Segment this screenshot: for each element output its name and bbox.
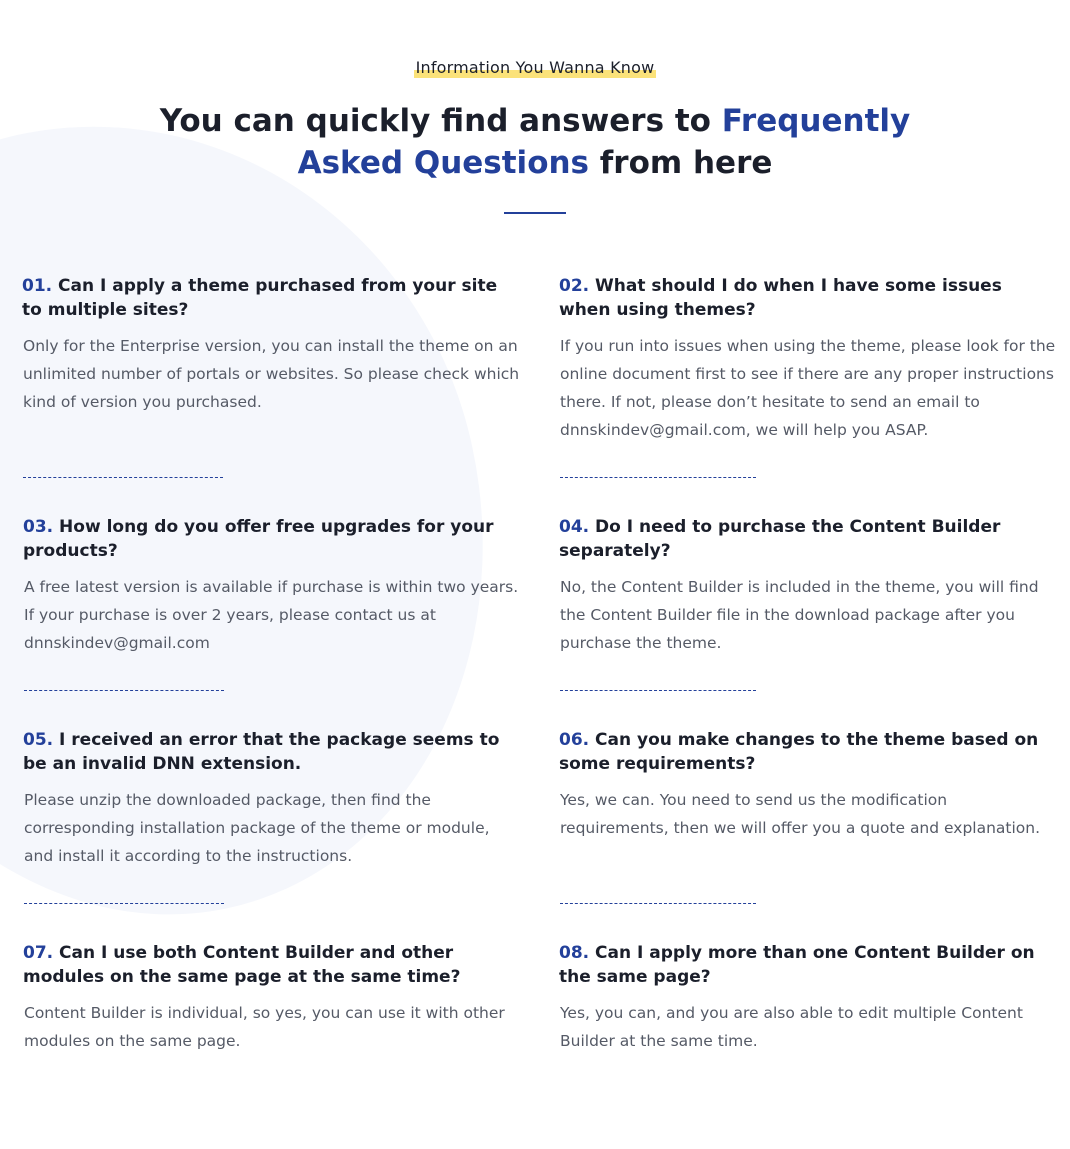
- faq-separator: [24, 903, 224, 904]
- faq-question: [22, 274, 522, 322]
- faq-separator: [560, 903, 756, 904]
- title-divider: [504, 212, 566, 214]
- faq-question-text: Can I apply more than one Content Builder on the same page?: [559, 943, 1035, 987]
- faq-header: [0, 0, 1070, 214]
- faq-question: [23, 941, 523, 989]
- faq-question-text: Can you make changes to the theme based on some requirements?: [559, 730, 1039, 774]
- faq-separator: [23, 477, 223, 478]
- faq-number: 02.: [559, 276, 590, 296]
- page-title: [155, 100, 915, 184]
- faq-question: [559, 728, 1059, 776]
- eyebrow-label: Information You Wanna Know: [415, 58, 655, 77]
- faq-question-text: What should I do when I have some issues when using themes?: [559, 276, 1002, 320]
- faq-item-03: [23, 515, 523, 657]
- faq-answer: Content Builder is individual, so yes, you can use it with other modules on the same page.: [24, 1004, 505, 1050]
- faq-number: 03.: [23, 517, 54, 537]
- title-part-2: from here: [589, 145, 773, 181]
- faq-question: [23, 728, 523, 776]
- faq-number: 04.: [559, 517, 590, 537]
- faq-item-02: [559, 274, 1059, 444]
- faq-question: [559, 274, 1059, 322]
- faq-question-text: Do I need to purchase the Content Builder separately?: [559, 517, 1001, 561]
- faq-question-text: How long do you offer free upgrades for your products?: [23, 517, 494, 561]
- faq-answer: Yes, you can, and you are also able to edit multiple Content Builder at the same time.: [560, 1004, 1023, 1050]
- faq-question-text: I received an error that the package seems to be an invalid DNN extension.: [23, 730, 500, 774]
- title-accent: Frequently Asked Questions: [297, 103, 911, 181]
- faq-answer: A free latest version is available if purchase is within two years. If your purchase is over 2 years, please contact us at dnnskindev@gmail.com: [24, 578, 519, 652]
- faq-answer: Yes, we can. You need to send us the modification requirements, then we will offer you a quote and explanation.: [560, 791, 1041, 837]
- faq-answer: Please unzip the downloaded package, then find the corresponding installation package of the theme or module, and install it according to the instructions.: [24, 791, 490, 865]
- faq-item-05: [23, 728, 523, 870]
- faq-number: 06.: [559, 730, 590, 750]
- faq-item-06: [559, 728, 1059, 842]
- faq-question-text: Can I use both Content Builder and other modules on the same page at the same time?: [23, 943, 461, 987]
- faq-number: 01.: [22, 276, 53, 296]
- faq-question: [23, 515, 523, 563]
- faq-answer: If you run into issues when using the theme, please look for the online document first to see if there are any proper instructions there. If not, please don’t hesitate to send an email to dnnskindev@gmail.com, we will help you ASAP.: [560, 337, 1056, 439]
- faq-item-08: [559, 941, 1059, 1055]
- title-part-1: You can quickly find answers to: [159, 103, 722, 139]
- faq-question: [559, 941, 1059, 989]
- faq-question-text: Can I apply a theme purchased from your site to multiple sites?: [22, 276, 498, 320]
- faq-separator: [560, 690, 756, 691]
- faq-number: 07.: [23, 943, 54, 963]
- faq-item-07: [23, 941, 523, 1055]
- faq-separator: [560, 477, 756, 478]
- faq-answer: Only for the Enterprise version, you can install the theme on an unlimited number of portals or websites. So please check which kind of version you purchased.: [23, 337, 520, 411]
- faq-answer: No, the Content Builder is included in the theme, you will find the Content Builder file in the download package after you purchase the theme.: [560, 578, 1039, 652]
- faq-number: 08.: [559, 943, 590, 963]
- faq-number: 05.: [23, 730, 54, 750]
- faq-item-04: [559, 515, 1059, 657]
- faq-question: [559, 515, 1059, 563]
- faq-separator: [24, 690, 224, 691]
- faq-item-01: [22, 274, 522, 416]
